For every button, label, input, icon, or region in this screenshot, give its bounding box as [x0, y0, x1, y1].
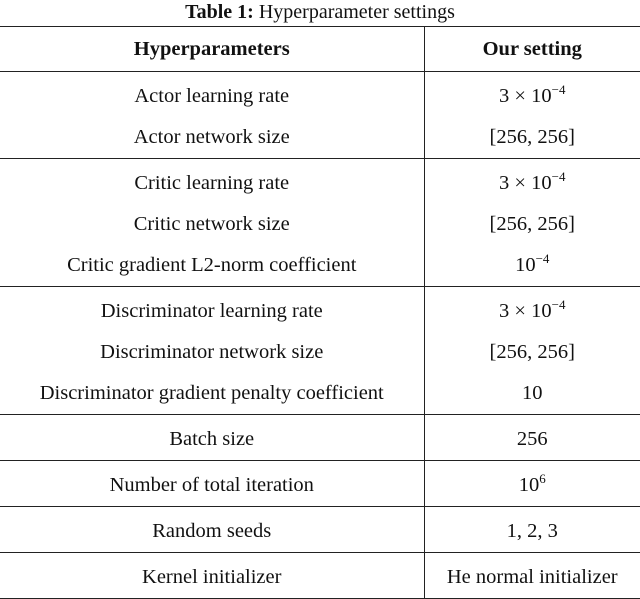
setting-cell [424, 287, 640, 333]
setting-cell [424, 117, 640, 159]
param-cell: Critic learning rate [0, 159, 424, 205]
setting-value: He normal initializer [446, 566, 618, 588]
setting-cell [424, 72, 640, 118]
param-cell: Discriminator learning rate [0, 287, 424, 333]
param-cell: Number of total iteration [0, 461, 424, 507]
param-cell: Random seeds [0, 507, 424, 553]
table-row [0, 373, 640, 415]
caption-label: Table 1: [185, 1, 254, 23]
column-header-setting: Our setting [424, 27, 640, 72]
table-row [0, 72, 640, 118]
setting-value: [256, 256] [489, 213, 575, 235]
setting-cell [424, 332, 640, 373]
column-header-hyperparameters: Hyperparameters [0, 27, 424, 72]
setting-value: 3 × 10 [499, 300, 552, 322]
setting-value: 256 [516, 428, 548, 450]
setting-cell [424, 461, 640, 507]
setting-exponent: 6 [539, 471, 546, 486]
table-row [0, 204, 640, 245]
table-row [0, 415, 640, 461]
setting-value: 10 [522, 382, 543, 404]
setting-exponent: −4 [535, 251, 550, 266]
table-row [0, 461, 640, 507]
table-row [0, 287, 640, 333]
table-caption [0, 0, 640, 26]
setting-value: [256, 256] [489, 126, 575, 148]
param-cell: Discriminator gradient penalty coefficient [0, 373, 424, 415]
param-cell: Actor learning rate [0, 72, 424, 118]
param-cell: Critic network size [0, 204, 424, 245]
param-cell: Kernel initializer [0, 553, 424, 599]
setting-value: 1, 2, 3 [506, 520, 558, 542]
hyperparameter-table [0, 26, 640, 599]
setting-cell [424, 373, 640, 415]
setting-value: 3 × 10 [499, 85, 552, 107]
table-body [0, 72, 640, 599]
setting-cell [424, 415, 640, 461]
param-cell: Actor network size [0, 117, 424, 159]
setting-exponent: −4 [551, 169, 566, 184]
caption-text: Hyperparameter settings [258, 1, 455, 23]
setting-value: 10 [515, 254, 536, 276]
setting-exponent: −4 [551, 297, 566, 312]
header-row [0, 27, 640, 72]
param-cell: Batch size [0, 415, 424, 461]
table-row [0, 117, 640, 159]
setting-cell [424, 159, 640, 205]
table-row [0, 507, 640, 553]
setting-value: [256, 256] [489, 341, 575, 363]
setting-cell [424, 507, 640, 553]
setting-value: 10 [518, 474, 540, 496]
table-row [0, 159, 640, 205]
setting-cell [424, 245, 640, 287]
setting-exponent: −4 [551, 82, 566, 97]
param-cell: Critic gradient L2-norm coefficient [0, 245, 424, 287]
param-cell: Discriminator network size [0, 332, 424, 373]
setting-cell [424, 553, 640, 599]
table-row [0, 553, 640, 599]
setting-cell [424, 204, 640, 245]
table-row [0, 332, 640, 373]
setting-value: 3 × 10 [499, 172, 552, 194]
table-row [0, 245, 640, 287]
